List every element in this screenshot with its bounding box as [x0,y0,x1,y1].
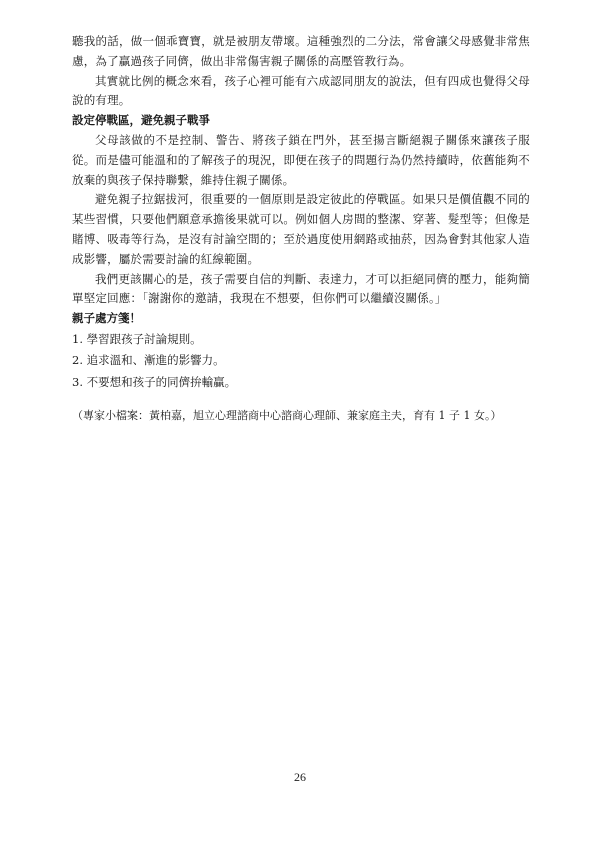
list-item: 1. 學習跟孩子討論規則。 [72,331,202,346]
section-heading-prescription: 親子處方箋！ [72,311,141,326]
paragraph-confidence: 我們更該關心的是，孩子需要自信的判斷、表達力，才可以拒絕同儕的壓力，能夠簡單堅定回應：「謝謝你的邀請，我現在不想要，但你們可以繼續沒關係。」 [72,271,530,306]
list-item: 3. 不要想和孩子的同儕拚輸贏。 [72,374,237,389]
list-item: 2. 追求溫和、漸進的影響力。 [72,353,225,368]
paragraph-intro-continued: 聽我的話，做一個乖寶寶，就是被朋友帶壞。這種強烈的二分法，常會讓父母感覺非常焦慮，為了贏過孩子同儕，做出非常傷害親子關係的高壓管教行為。 [72,34,530,68]
expert-profile-note: （專家小檔案：黃柏嘉，旭立心理諮商中心諮商心理師、兼家庭主夫，育有 1 子 1 女。） [72,409,502,423]
prescription-list [72,329,530,394]
page-number: 26 [294,770,306,784]
section-heading-ceasefire: 設定停戰區，避免親子戰爭 [72,113,210,128]
paragraph-parent-role: 父母該做的不是控制、警告、將孩子鎖在門外，甚至揚言斷絕親子關係來讓孩子服從。而是儘可能溫和的了解孩子的現況，即便在孩子的問題行為仍然持續時，依舊能夠不放棄的與孩子保持聯繫，維持住親子關係。 [72,132,530,187]
paragraph-ceasefire-zone: 避免親子拉鋸拔河，很重要的一個原則是設定彼此的停戰區。如果只是價值觀不同的某些習慣，只要他們願意承擔後果就可以。例如個人房間的整潔、穿著、髮型等；但像是賭博、吸毒等行為，是沒有討論空間的；至於過度使用網路或抽菸，因為會對其他家人造成影響，屬於需要討論的紅線範圍。 [72,192,530,266]
paragraph-ratio: 其實就比例的概念來看，孩子心裡可能有六成認同朋友的說法，但有四成也覺得父母說的有理。 [72,73,530,108]
article-body [72,32,530,425]
